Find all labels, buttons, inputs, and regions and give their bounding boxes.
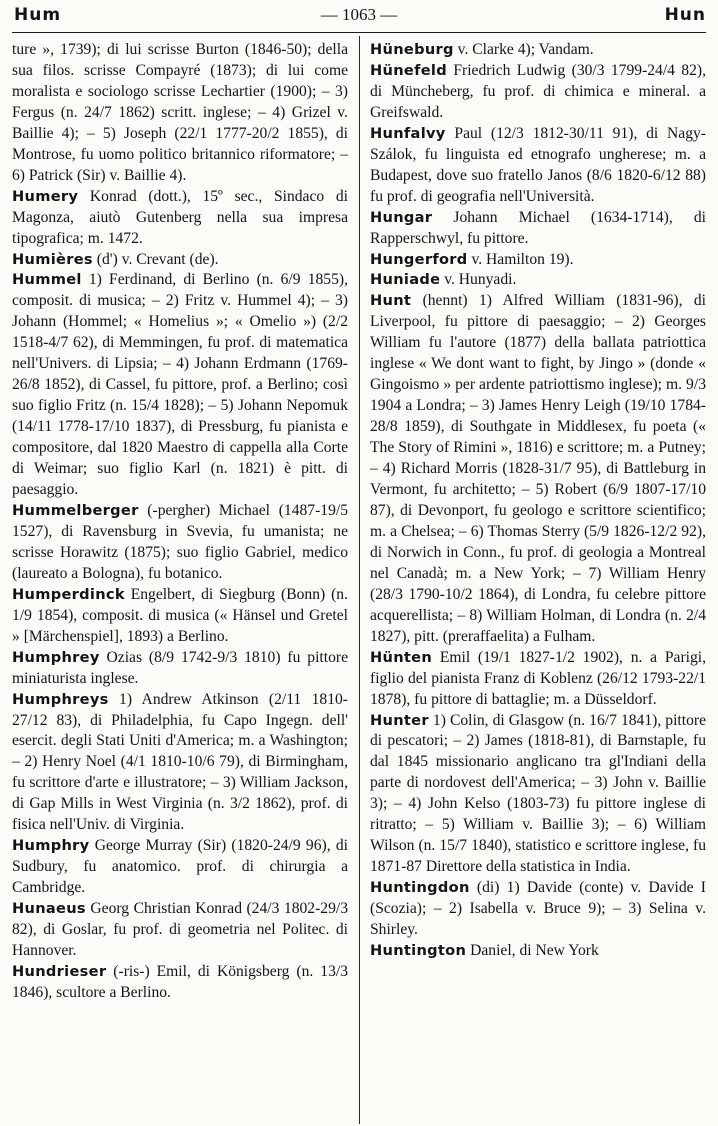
entry-headword: Hundrieser: [12, 962, 107, 980]
entry-headword: Hünefeld: [370, 61, 447, 79]
entry-text: (-pergher) Michael (1487-19/5 1527), di Ravensburg in Svevia, fu umanista; ne scrisse Horawitz (1875); suo figlio Gabriel, medico (laureato a Bologna), fu botanico.: [12, 501, 348, 582]
entry-headword: Hummelberger: [12, 501, 139, 519]
dictionary-entry: [370, 711, 706, 879]
page-number: — 1063 —: [320, 5, 398, 24]
dictionary-entry: [12, 962, 348, 1004]
entry-text: v. Clarke 4); Vandam.: [453, 41, 594, 58]
dictionary-entry: [370, 124, 706, 208]
entry-headword: Humières: [12, 250, 93, 268]
entry-headword: Hungar: [370, 208, 433, 226]
entry-headword: Humphreys: [12, 690, 109, 708]
right-column: [370, 40, 706, 1120]
page-header: [12, 2, 706, 33]
dictionary-entry: [370, 270, 706, 291]
entry-text: (di) 1) Davide (conte) v. Davide I (Scozia); – 2) Isabella v. Bruce 9); – 3) Selina v. Shirley.: [370, 879, 706, 939]
header-right-guide-word: Hun: [664, 5, 706, 25]
dictionary-entry: [370, 208, 706, 250]
entry-text: Konrad (dott.), 15º sec., Sindaco di Magonza, aiutò Gutenberg nella sua impresa tipografica; m. 1472.: [12, 187, 348, 247]
entry-text: ture », 1739); di lui scrisse Burton (1846-50); della sua filos. scrisse Compayré (1873); di lui come moralista e sociologo scrisse Lechartier (1900); – 3) Fergus (n. 24/7 1862) scritt. inglese; – 4) Grizel v. Baillie 4); – 5) Joseph (22/1 1777-20/2 1855), di Montrose, fu uomo politico britannico riformatore; – 6) Patrick (Sir) v. Baillie 4).: [12, 41, 348, 184]
entry-headword: Humperdinck: [12, 585, 125, 603]
entry-text: Georg Christian Konrad (24/3 1802-29/3 82), di Goslar, fu prof. di geometria nel Politec. di Hannover.: [12, 900, 348, 959]
entry-headword: Huntingdon: [370, 879, 470, 897]
entry-text: 1) Andrew Atkinson (2/11 1810-27/12 83), di Philadelphia, fu Capo Ingegn. dell' esercit. degli Stati Uniti d'America; m. a Washington; – 2) Henry Noel (4/1 1810-10/6 79), di Birmingham, fu scrittore d'arte e illustratore; – 3) William Jackson, di Gap Mills in West Virginia (n. 3/2 1862), prof. di fisica nell'Univ. di Virginia.: [12, 690, 348, 834]
left-column: [12, 40, 348, 1120]
entry-text: Daniel, di New York: [466, 941, 599, 959]
entry-headword: Hunaeus: [12, 900, 86, 918]
dictionary-entry: [12, 836, 348, 899]
entry-headword: Hunt: [370, 292, 412, 310]
dictionary-entry: [370, 878, 706, 941]
dictionary-entry: [12, 899, 348, 962]
entry-text: Paul (12/3 1812-30/11 91), di Nagy-Szálok, fu linguista ed etnografo ungherese; m. a Budapest, dove suo fratello Janos (8/6 1820-6/12 88) fu prof. di geografia nell'Università.: [370, 124, 706, 205]
dictionary-entry: [370, 61, 706, 124]
column-divider: [359, 36, 360, 1124]
entry-text: v. Hamilton 19).: [467, 250, 574, 268]
entry-headword: Humery: [12, 187, 79, 205]
entry-text: (hennt) 1) Alfred William (1831-96), di Liverpool, fu pittore di paesaggio; – 2) Georges William fu l'autore (1877) della ballata patriottica inglese « We dont want to fight, by Jingo » (donde « Gingoismo » per ardente patriottismo inglese); m. 9/3 1904 a Londra; – 3) James Henry Leigh (19/10 1784-28/8 1859), di Southgate in Middlesex, fu poeta (« The Story of Rimini », 1816) e scrittore; m. a Putney; – 4) Richard Morris (1828-31/7 95), di Battleburg in Vermont, fu architetto; – 5) Robert (6/9 1807-17/10 87), di Devonport, fu geologo e scrittore scientifico; m. a Chelsea; – 6) Thomas Sterry (5/9 1826-12/2 92), di Norwich in Conn., fu prof. di geologia a Montreal nel Canadà; m. a New York; – 7) William Henry (28/3 1790-10/2 1864), di Londra, fu celebre pittore acquerellista; – 8) William Holman, di Londra (n. 2/4 1827), pitt. (preraffaelita) a Fulham.: [370, 292, 706, 645]
entry-headword: Hünten: [370, 648, 433, 666]
dictionary-entry: [370, 250, 706, 271]
dictionary-entry: [370, 648, 706, 711]
entry-text: 1) Colin, di Glasgow (n. 16/7 1841), pittore di pescatori; – 2) James (1818-81), di Barnstaple, fu dal 1845 missionario anglicano tra gl'Indiani della parte di nordovest dell'America; – 3) John v. Baillie 3); – 4) John Kelso (1803-73) fu pittore inglese di ritratto; – 5) William v. Baillie 3); – 6) William Wilson (n. 15/7 1840), statistico e scrittore inglese, fu 1871-87 Direttore della statistica in India.: [370, 711, 706, 876]
dictionary-entry: [370, 40, 706, 61]
entry-headword: Hummel: [12, 271, 82, 289]
dictionary-entry: [12, 648, 348, 690]
entry-headword: Humphrey: [12, 648, 100, 666]
entry-text: Friedrich Ludwig (30/3 1799-24/4 82), di Müncheberg, fu prof. di chimica e mineral. a Greifswald.: [370, 61, 706, 121]
dictionary-entry: [12, 270, 348, 500]
entry-text: Johann Michael (1634-1714), di Rapperschwyl, fu pittore.: [370, 208, 706, 247]
entry-text: (d') v. Crevant (de).: [92, 250, 219, 268]
entry-headword: Huniade: [370, 271, 441, 289]
dictionary-entry: [370, 291, 706, 647]
entry-text: Emil (19/1 1827-1/2 1902), n. a Parigi, figlio del pianista Franz di Koblenz (26/12 1793-22/1 1878), fu pittore di battaglie; m. a Düsseldorf.: [370, 648, 706, 708]
dictionary-entry: [12, 585, 348, 648]
entry-text: (-ris-) Emil, di Königsberg (n. 13/3 1846), scultore a Berlino.: [12, 962, 348, 1001]
entry-text: George Murray (Sir) (1820-24/9 96), di Sudbury, fu anatomico. prof. di chirurgia a Cambridge.: [12, 837, 348, 897]
dictionary-entry: [12, 501, 348, 585]
entry-text: Ozias (8/9 1742-9/3 1810) fu pittore miniaturista inglese.: [12, 648, 348, 687]
entry-text: v. Hunyadi.: [440, 271, 517, 289]
entry-text: 1) Ferdinand, di Berlino (n. 6/9 1855), composit. di musica; – 2) Fritz v. Hummel 4); – 3) Johann (Hommel; « Homelius »; « Omelio ») (2/2 1518-4/7 62), di Memmingen, fu prof. di matematica nell'Univers. di Lipsia; – 4) Johann Erdmann (1769-26/8 1852), di Cassel, fu pittore, prof. a Berlino; così suo figlio Fritz (n. 15/4 1828); – 5) Johann Nepomuk (14/11 1778-17/10 1837), di Pressburg, fu pianista e compositore, dal 1820 Maestro di cappella alla Corte di Weimar; suo figlio Karl (n. 1821) è pitt. di paesaggio.: [12, 271, 348, 499]
entry-headword: Humphry: [12, 837, 90, 855]
dictionary-entry: [12, 40, 348, 187]
entry-headword: Hunter: [370, 711, 429, 729]
entry-headword: Huntington: [370, 941, 467, 959]
entry-headword: Hüneburg: [370, 41, 454, 58]
entry-headword: Hungerford: [370, 250, 468, 268]
dictionary-entry: [12, 250, 348, 271]
entry-headword: Hunfalvy: [370, 124, 446, 142]
header-left-guide-word: Hum: [14, 5, 62, 25]
dictionary-entry: [12, 187, 348, 250]
dictionary-entry: [370, 941, 706, 962]
dictionary-entry: [12, 690, 348, 837]
entry-text: Engelbert, di Siegburg (Bonn) (n. 1/9 1854), composit. di musica (« Hänsel und Gretel » [Märchenspiel], 1893) a Berlino.: [12, 585, 348, 645]
